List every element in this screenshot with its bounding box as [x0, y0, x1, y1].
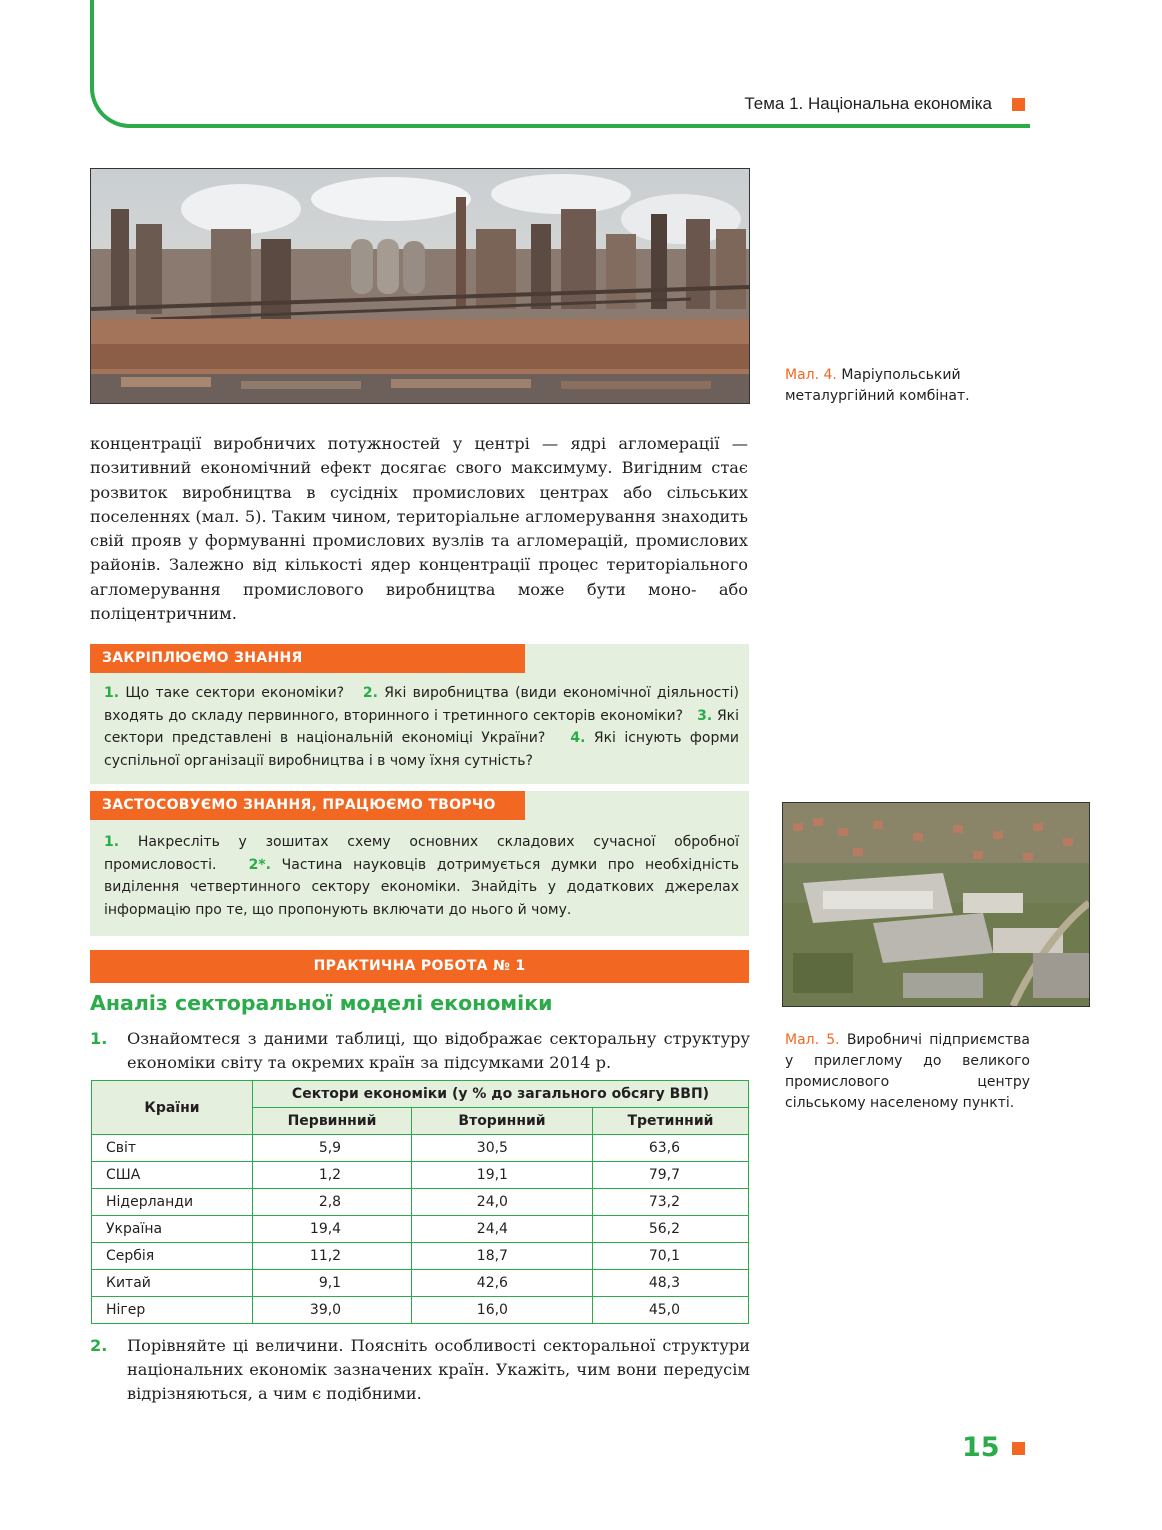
apply-tasks	[104, 831, 739, 921]
value-cell: 39,0	[253, 1297, 412, 1324]
page-number: 15	[962, 1432, 1000, 1463]
reinforce-questions	[104, 682, 739, 772]
header-title: Тема 1. Національна економіка	[744, 94, 992, 113]
table-row	[92, 1162, 749, 1189]
task-text: Частина науковців дотримується думки про необхідність виділення четвертинного сектору економіки. Знайдіть у додаткових джерелах інформацію про те, що пропонують включати до нього й чому.	[104, 856, 739, 918]
figure-4-text: Маріупольський металургійний комбінат.	[785, 367, 970, 404]
table-row	[92, 1216, 749, 1243]
col-secondary-header: Вторинний	[412, 1108, 593, 1135]
practical-step-1	[90, 1027, 750, 1075]
task-text: Накресліть у зошитах схему основних складових сучасної обробної промисловості.	[104, 834, 740, 873]
country-cell: Світ	[92, 1135, 253, 1162]
country-cell: Нідерланди	[92, 1189, 253, 1216]
practical-work-title: Аналіз секторальної моделі економіки	[90, 991, 553, 1015]
value-cell: 24,0	[412, 1189, 593, 1216]
body-paragraph: концентрації виробничих потужностей у центрі — ядрі агломерації — позитивний економічний ефект досягає свого максимуму. Вигідним стає розвиток виробництва в сусідніх промислових центрах або сільських поселеннях (мал. 5). Таким чином, територіальне агломерування знаходить свій прояв у формуванні промислових вузлів та агломерацій, промислових районів. Залежно від кількості ядер концентрації процес територіального агломерування промислового виробництва може бути моно- або поліцентричним.	[90, 434, 748, 624]
table-row	[92, 1135, 749, 1162]
value-cell: 5,9	[253, 1135, 412, 1162]
question-text: Які сектори представлені в національній економіці України?	[104, 707, 740, 746]
value-cell: 18,7	[412, 1243, 593, 1270]
value-cell: 30,5	[412, 1135, 593, 1162]
value-cell: 2,8	[253, 1189, 412, 1216]
col-primary-header: Первинний	[253, 1108, 412, 1135]
value-cell: 48,3	[592, 1270, 748, 1297]
reinforce-panel	[90, 644, 749, 784]
table-row	[92, 1270, 749, 1297]
aerial-town-illustration	[783, 803, 1089, 1006]
reinforce-title: ЗАКРІПЛЮЄМО ЗНАННЯ	[90, 644, 525, 673]
question-number: 2.	[362, 685, 378, 701]
figure-5-label: Мал. 5.	[785, 1032, 840, 1048]
value-cell: 45,0	[592, 1297, 748, 1324]
value-cell: 73,2	[592, 1189, 748, 1216]
step-text: Порівняйте ці величини. Поясніть особливості секторальної структури національних економік зазначених країн. Укажіть, чим вони передусім відрізняються, а чим є подібними.	[127, 1336, 750, 1403]
figure-4-label: Мал. 4.	[785, 367, 837, 383]
steel-plant-illustration	[91, 169, 749, 403]
task-number: 1.	[104, 834, 120, 850]
value-cell: 56,2	[592, 1216, 748, 1243]
page-number-square-icon	[1012, 1442, 1025, 1455]
apply-title: ЗАСТОСОВУЄМО ЗНАННЯ, ПРАЦЮЄМО ТВОРЧО	[90, 791, 525, 820]
country-cell: Китай	[92, 1270, 253, 1297]
value-cell: 9,1	[253, 1270, 412, 1297]
table-row	[92, 1243, 749, 1270]
col-tertiary-header: Третинний	[592, 1108, 748, 1135]
table-row	[92, 1189, 749, 1216]
sector-table	[91, 1080, 749, 1324]
figure-5-caption	[785, 1030, 1030, 1114]
question-number: 3.	[697, 707, 713, 724]
table-row	[92, 1297, 749, 1324]
country-cell: Сербія	[92, 1243, 253, 1270]
figure-5-text: Виробничі підприємства у прилеглому до великого промислового центру сільському населеному пункті.	[785, 1032, 1030, 1111]
value-cell: 63,6	[592, 1135, 748, 1162]
step-text: Ознайомтеся з даними таблиці, що відображає секторальну структуру економіки світу та окремих країн за підсумками 2014 р.	[127, 1029, 750, 1072]
practical-work-bar: ПРАКТИЧНА РОБОТА № 1	[90, 950, 749, 983]
figure-4-caption	[785, 365, 1005, 407]
question-text: Що таке сектори економіки?	[125, 685, 345, 701]
value-cell: 24,4	[412, 1216, 593, 1243]
value-cell: 70,1	[592, 1243, 748, 1270]
value-cell: 19,1	[412, 1162, 593, 1189]
col-sectors-header: Сектори економіки (у % до загального обсягу ВВП)	[253, 1081, 749, 1108]
value-cell: 11,2	[253, 1243, 412, 1270]
col-country-header: Країни	[92, 1081, 253, 1135]
question-number: 1.	[104, 685, 120, 701]
value-cell: 19,4	[253, 1216, 412, 1243]
question-text: Які виробництва (види економічної діяльності) входять до складу первинного, вторинного і третинного секторів економіки?	[104, 685, 740, 724]
header-square-icon	[1012, 98, 1025, 111]
country-cell: Нігер	[92, 1297, 253, 1324]
country-cell: Україна	[92, 1216, 253, 1243]
value-cell: 1,2	[253, 1162, 412, 1189]
country-cell: США	[92, 1162, 253, 1189]
value-cell: 79,7	[592, 1162, 748, 1189]
question-text: Які існують форми суспільної організації виробництва і в чому їхня сутність?	[104, 730, 740, 769]
figure-4-photo	[90, 168, 750, 404]
value-cell: 42,6	[412, 1270, 593, 1297]
practical-step-2	[90, 1334, 750, 1406]
task-number: 2*.	[248, 856, 271, 873]
step-number: 1.	[90, 1029, 108, 1048]
figure-5-photo	[782, 802, 1090, 1007]
value-cell: 16,0	[412, 1297, 593, 1324]
step-number: 2.	[90, 1336, 108, 1355]
apply-panel	[90, 791, 749, 936]
question-number: 4.	[570, 730, 586, 746]
